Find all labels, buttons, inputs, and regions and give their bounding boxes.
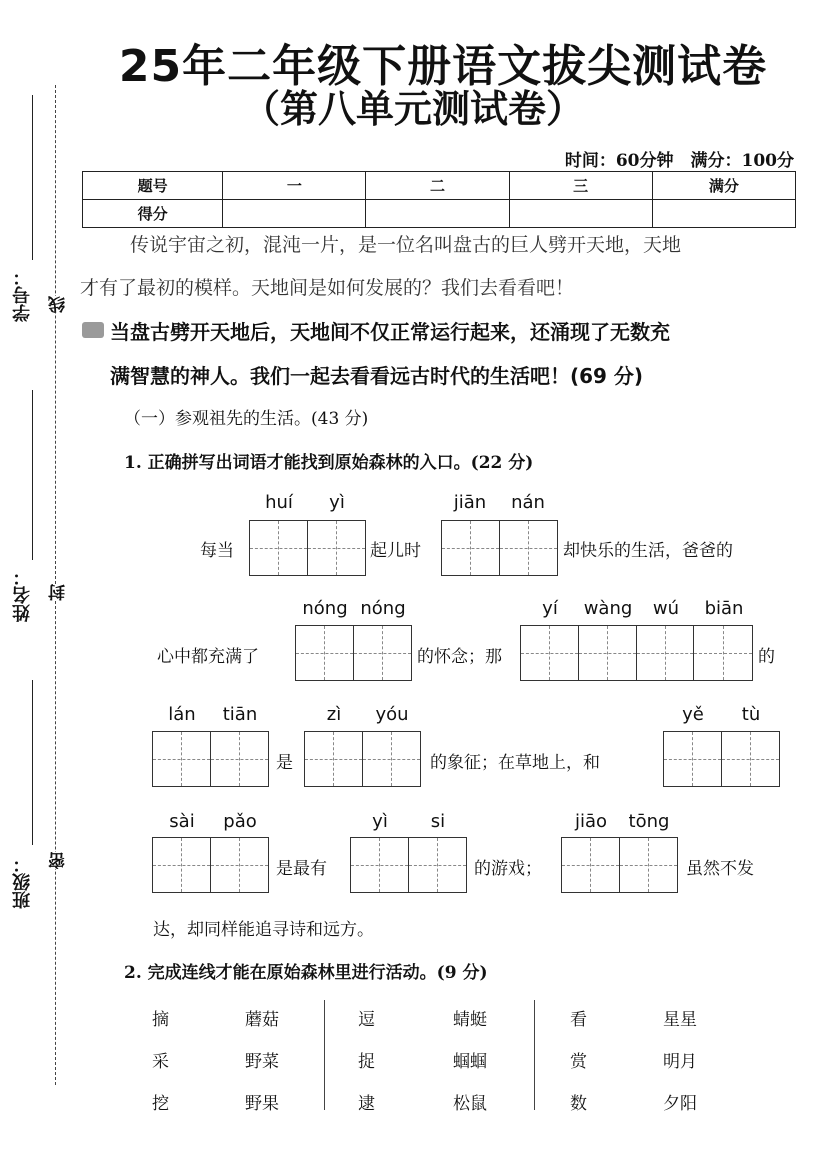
pinyin-label: zì <box>326 704 342 725</box>
score-input-cell[interactable] <box>366 200 509 228</box>
pinyin-label: huí <box>265 492 293 513</box>
match-item[interactable]: 采 <box>152 1052 169 1072</box>
seal-mi-char: 密 <box>46 852 71 869</box>
score-table <box>82 171 796 228</box>
page-subtitle: （第八单元测试卷） <box>241 87 584 131</box>
pinyin-label: wú <box>652 598 680 619</box>
q1-text: 每当 <box>200 541 234 561</box>
writing-grid-yisi[interactable] <box>350 837 467 893</box>
match-column-verbs-3 <box>570 999 587 1125</box>
q1-text: 的游戏； <box>474 859 542 879</box>
column-divider <box>534 1000 535 1110</box>
q1-text: 虽然不发 <box>686 859 754 879</box>
match-item[interactable]: 夕阳 <box>663 1094 697 1114</box>
table-cell: 一 <box>223 172 366 200</box>
match-item[interactable]: 逮 <box>358 1094 375 1114</box>
match-item[interactable]: 数 <box>570 1094 587 1114</box>
column-divider <box>324 1000 325 1110</box>
q1-text: 起儿时 <box>370 541 421 561</box>
match-item[interactable]: 捉 <box>358 1052 375 1072</box>
match-item[interactable]: 蝈蝈 <box>453 1052 487 1072</box>
score-input-cell[interactable] <box>509 200 652 228</box>
class-blank[interactable] <box>32 680 33 845</box>
match-item[interactable]: 摘 <box>152 1010 169 1030</box>
writing-grid-jiaotong[interactable] <box>561 837 678 893</box>
table-cell: 三 <box>509 172 652 200</box>
match-item[interactable]: 明月 <box>663 1052 697 1072</box>
name-blank[interactable] <box>32 390 33 560</box>
match-item[interactable]: 星星 <box>663 1010 697 1030</box>
page-title: 25年二年级下册语文拔尖测试卷 <box>118 41 768 92</box>
table-cell: 得分 <box>83 200 223 228</box>
q1-text: 是 <box>276 753 293 773</box>
pinyin-label: sài <box>169 811 195 832</box>
q1-text: 的怀念；那 <box>417 647 502 667</box>
pinyin-label: biān <box>704 598 744 619</box>
match-item[interactable]: 蘑菇 <box>245 1010 279 1030</box>
pinyin-label: yě <box>682 704 704 725</box>
writing-grid-lantian[interactable] <box>152 731 269 787</box>
time-info: 时间：60分钟 满分：100分 <box>564 151 794 171</box>
pinyin-label: nóng <box>360 598 406 619</box>
match-item[interactable]: 野果 <box>245 1094 279 1114</box>
q1-text: 心中都充满了 <box>157 647 259 667</box>
q1-text: 却快乐的生活，爸爸的 <box>563 541 733 561</box>
q1-text: 的 <box>758 647 775 667</box>
question-1-title: 1. 正确拼写出词语才能找到原始森林的入口。(22 分) <box>124 453 534 473</box>
table-cell: 满分 <box>652 172 795 200</box>
seal-feng-char: 封 <box>46 584 71 601</box>
class-label: 班级： <box>12 855 33 909</box>
match-column-nouns-2 <box>453 999 487 1125</box>
pinyin-label: nán <box>511 492 545 513</box>
pinyin-label: pǎo <box>223 811 257 832</box>
pinyin-label: yì <box>329 492 345 513</box>
match-item[interactable]: 野菜 <box>245 1052 279 1072</box>
pinyin-label: lán <box>168 704 196 725</box>
writing-grid-huiyi[interactable] <box>249 520 366 576</box>
match-item[interactable]: 挖 <box>152 1094 169 1114</box>
score-input-cell[interactable] <box>652 200 795 228</box>
match-column-verbs-1 <box>152 999 169 1125</box>
writing-grid-nongnong[interactable] <box>295 625 412 681</box>
intro-line-2: 才有了最初的模样。天地间是如何发展的？我们去看看吧！ <box>80 277 575 299</box>
match-item[interactable]: 松鼠 <box>453 1094 487 1114</box>
score-table-score-row <box>83 200 796 228</box>
name-label: 姓名： <box>12 568 33 622</box>
writing-grid-yetu[interactable] <box>663 731 780 787</box>
q1-text: 是最有 <box>276 859 327 879</box>
match-item[interactable]: 赏 <box>570 1052 587 1072</box>
match-item[interactable]: 蜻蜓 <box>453 1010 487 1030</box>
match-column-verbs-2 <box>358 999 375 1125</box>
writing-grid-ziyou[interactable] <box>304 731 421 787</box>
pinyin-label: jiāo <box>574 811 608 832</box>
intro-line-1: 传说宇宙之初，混沌一片，是一位名叫盘古的巨人劈开天地，天地 <box>130 234 682 256</box>
pinyin-label: yóu <box>375 704 409 725</box>
question-2-title: 2. 完成连线才能在原始森林里进行活动。(9 分) <box>124 963 488 983</box>
pinyin-label: tōng <box>628 811 670 832</box>
pinyin-label: yì <box>372 811 388 832</box>
pinyin-label: nóng <box>302 598 348 619</box>
writing-grid-jiannan[interactable] <box>441 520 558 576</box>
student-id-blank[interactable] <box>32 95 33 260</box>
section-number-badge <box>82 322 104 338</box>
seal-line-char: 线 <box>46 296 71 313</box>
match-item[interactable]: 逗 <box>358 1010 375 1030</box>
score-table-header-row <box>83 172 796 200</box>
match-column-nouns-3 <box>663 999 697 1125</box>
part1-heading: （一）参观祖先的生活。(43 分) <box>124 409 369 429</box>
table-cell: 题号 <box>83 172 223 200</box>
match-column-nouns-1 <box>245 999 279 1125</box>
writing-grid-yiwangwubian[interactable] <box>520 625 753 681</box>
pinyin-label: yí <box>542 598 558 619</box>
pinyin-label: tiān <box>222 704 258 725</box>
table-cell: 二 <box>366 172 509 200</box>
match-item[interactable]: 看 <box>570 1010 587 1030</box>
student-id-label: 学号： <box>12 268 33 322</box>
q1-text: 达，却同样能追寻诗和远方。 <box>153 920 374 940</box>
section1-line-2: 满智慧的神人。我们一起去看看远古时代的生活吧！(69 分) <box>110 364 644 388</box>
pinyin-label: tù <box>741 704 761 725</box>
pinyin-label: jiān <box>453 492 487 513</box>
score-input-cell[interactable] <box>223 200 366 228</box>
q1-text: 的象征；在草地上，和 <box>430 753 600 773</box>
writing-grid-saipao[interactable] <box>152 837 269 893</box>
pinyin-label: si <box>430 811 446 832</box>
section1-line-1: 当盘古劈开天地后，天地间不仅正常运行起来，还涌现了无数充 <box>110 320 670 344</box>
pinyin-label: wàng <box>583 598 633 619</box>
